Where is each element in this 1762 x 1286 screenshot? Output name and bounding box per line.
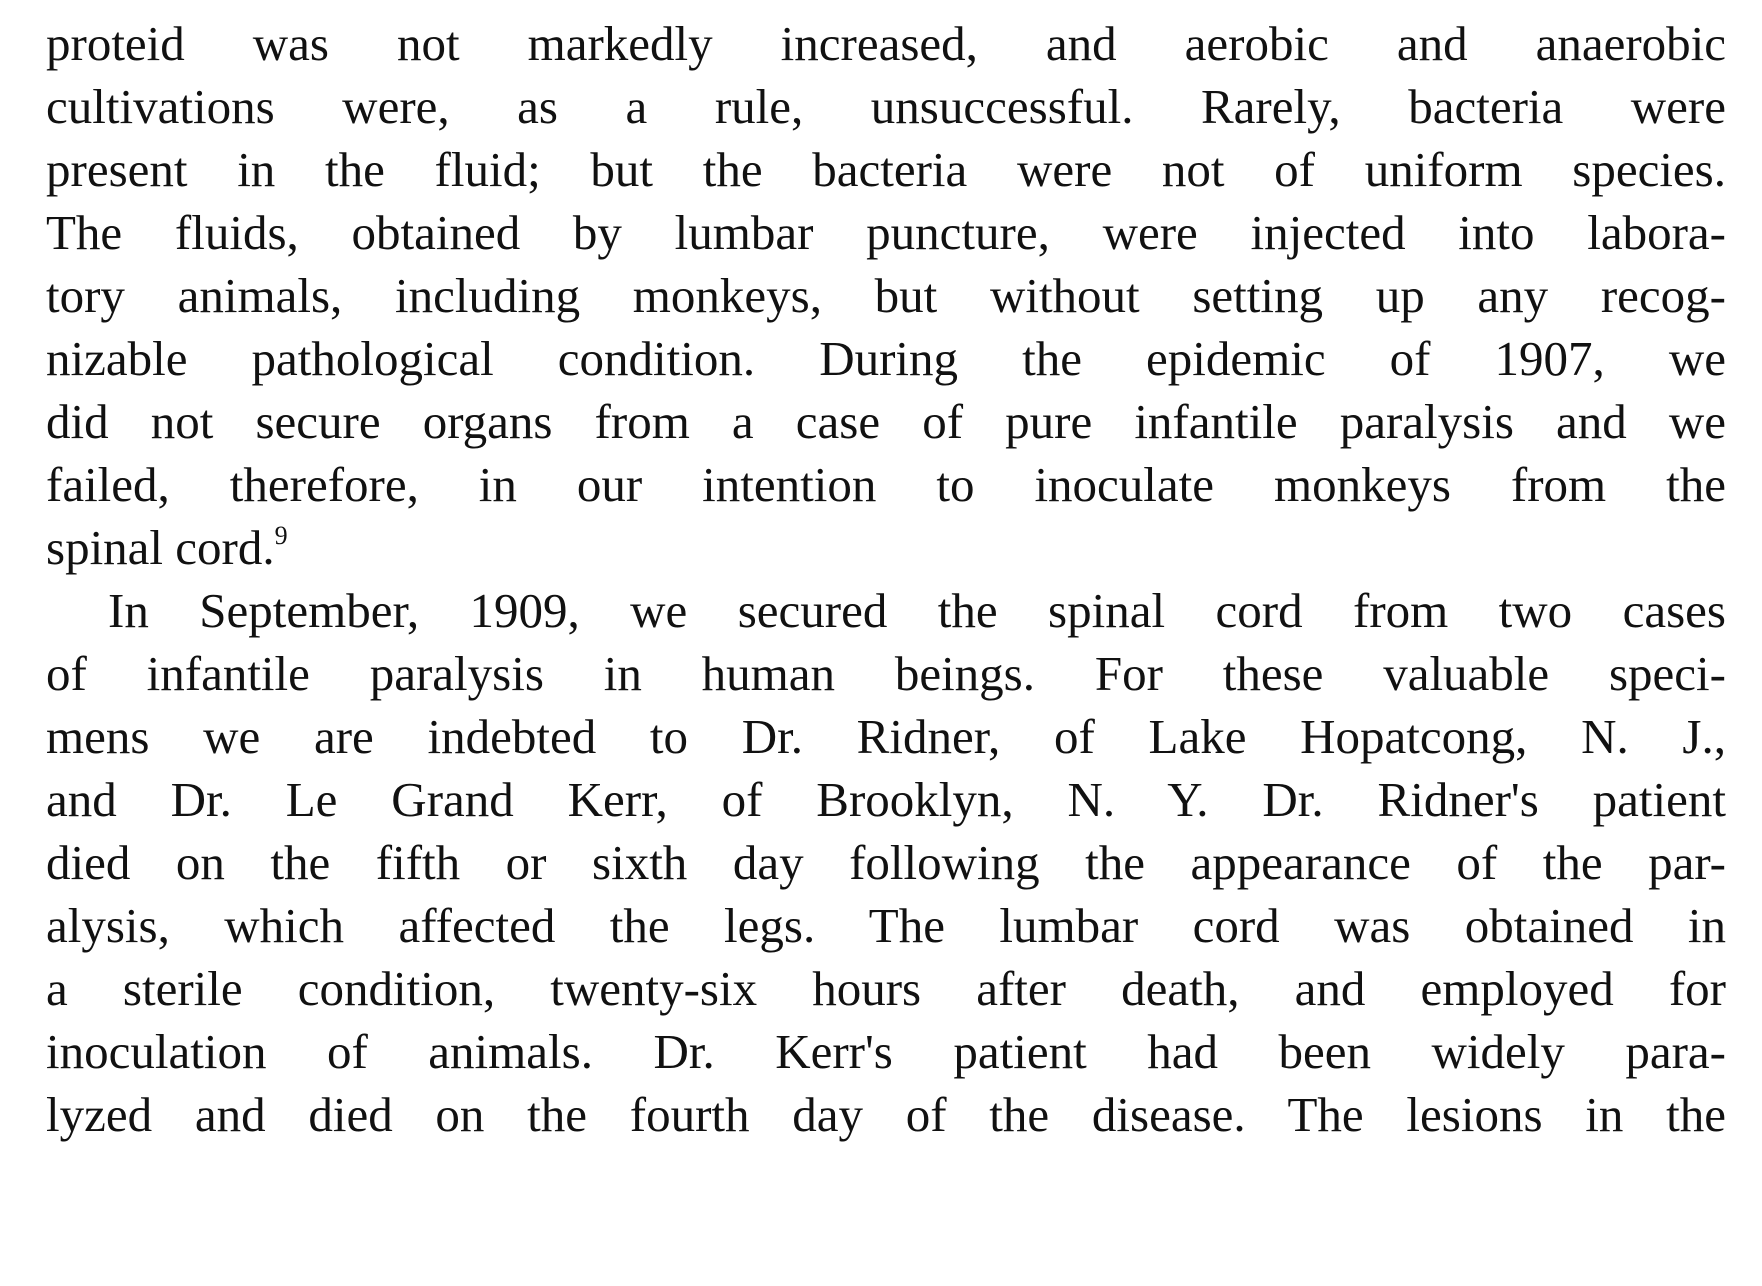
text-line: In September, 1909, we secured the spinal cord from two cases (108, 583, 1726, 638)
text-line (46, 520, 1726, 576)
text-line: mens we are indebted to Dr. Ridner, of Lake Hopatcong, N. J., (46, 709, 1726, 764)
text-line: did not secure organs from a case of pure infantile paralysis and we (46, 394, 1726, 449)
text-line: died on the fifth or sixth day following the appearance of the par- (46, 835, 1726, 890)
text-line: lyzed and died on the fourth day of the disease. The lesions in the (46, 1087, 1726, 1142)
text-line-content: spinal cord. (46, 520, 275, 575)
text-line: The fluids, obtained by lumbar puncture, were injected into labora- (46, 205, 1726, 260)
text-line: of infantile paralysis in human beings. For these valuable speci- (46, 646, 1726, 701)
footnote-marker: 9 (274, 521, 288, 550)
text-line: nizable pathological condition. During the epidemic of 1907, we (46, 331, 1726, 386)
text-line: and Dr. Le Grand Kerr, of Brooklyn, N. Y. Dr. Ridner's patient (46, 772, 1726, 827)
text-line: tory animals, including monkeys, but without setting up any recog- (46, 268, 1726, 323)
text-line: alysis, which affected the legs. The lumbar cord was obtained in (46, 898, 1726, 953)
text-line: present in the fluid; but the bacteria were not of uniform species. (46, 142, 1726, 197)
text-line: inoculation of animals. Dr. Kerr's patient had been widely para- (46, 1024, 1726, 1079)
text-line: a sterile condition, twenty-six hours after death, and employed for (46, 961, 1726, 1016)
text-line: failed, therefore, in our intention to inoculate monkeys from the (46, 457, 1726, 512)
text-line: proteid was not markedly increased, and aerobic and anaerobic (46, 16, 1726, 71)
text-line: cultivations were, as a rule, unsuccessful. Rarely, bacteria were (46, 79, 1726, 134)
